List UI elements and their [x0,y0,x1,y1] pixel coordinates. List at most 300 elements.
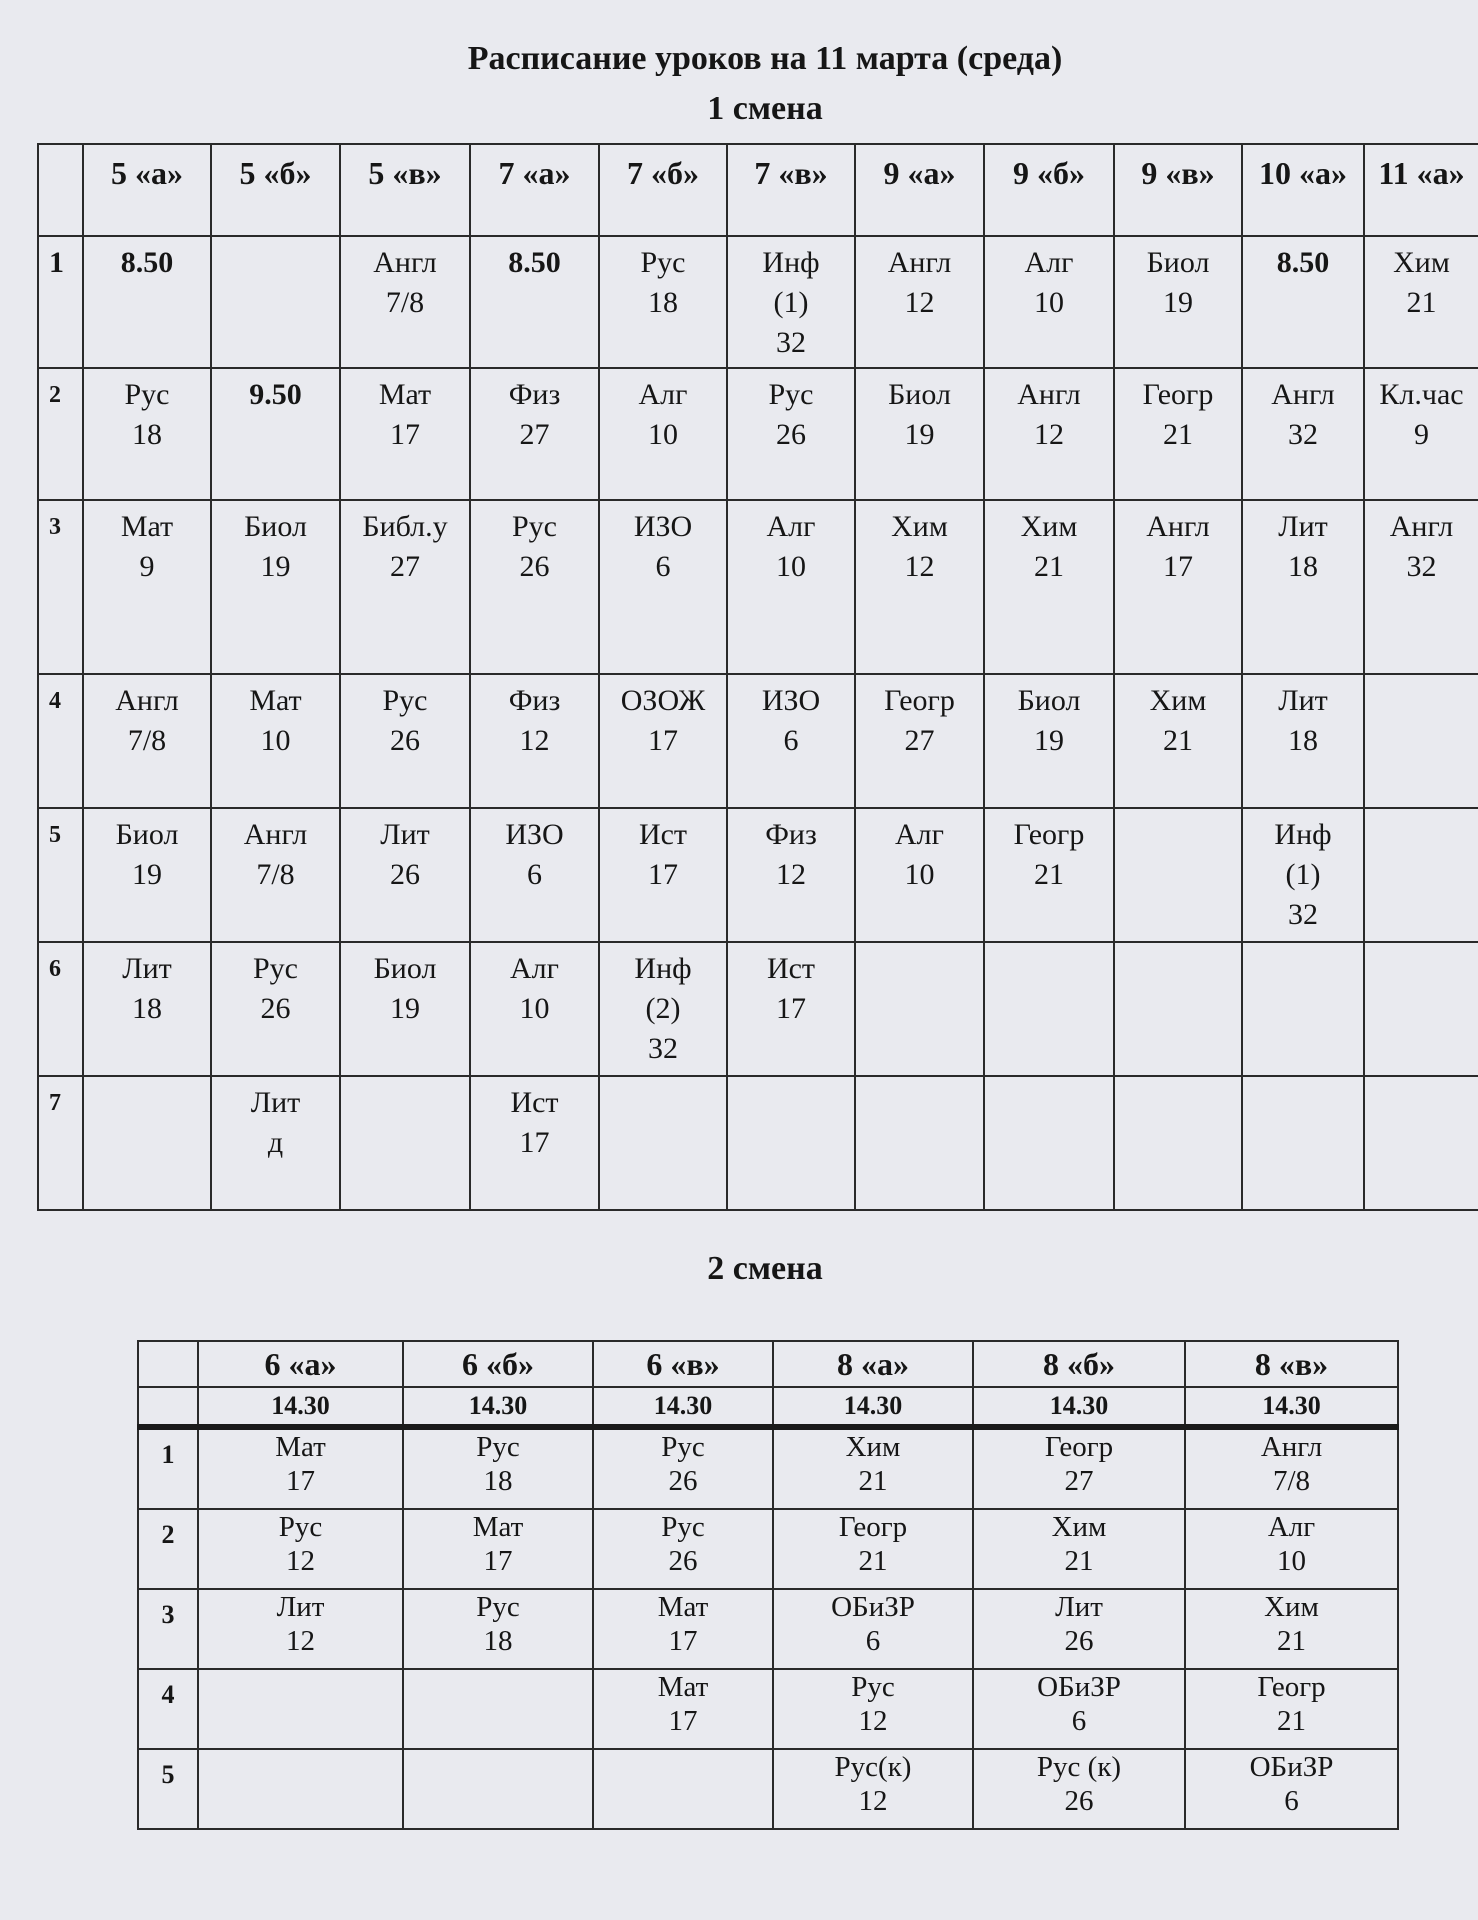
lesson-cell [727,808,855,942]
cell-line: 6 [865,1625,881,1657]
cell-line: Лит [1278,510,1328,543]
cell-line: 6 [1071,1705,1087,1737]
cell-line: 21 [1406,286,1437,319]
lesson-cell [211,674,340,808]
cell-line: 19 [132,858,162,891]
cell-line: Биол [244,510,307,543]
cell-line: 6 [655,550,671,583]
lesson-cell [1185,1427,1398,1509]
start-time: 14.30 [1185,1387,1398,1427]
lesson-number: 3 [138,1589,198,1669]
lesson-cell [727,236,855,368]
shift2-label: 2 смена [707,1250,823,1287]
cell-line: 12 [904,550,935,583]
cell-line: Хим [845,1431,901,1463]
lesson-cell [211,808,340,942]
cell-line: 17 [776,992,806,1025]
lesson-number: 5 [138,1749,198,1829]
cell-line: Рус [476,1591,520,1623]
lesson-cell [198,1749,403,1829]
lesson-cell [727,942,855,1076]
page-title: Расписание уроков на 11 марта (среда) [467,40,1063,77]
lesson-cell [1364,368,1478,500]
lesson-cell [1242,1076,1364,1210]
lesson-number: 1 [38,236,83,368]
shift1-label: 1 смена [707,90,823,127]
lesson-row [138,1427,1398,1509]
lesson-cell [593,1509,773,1589]
class-header: 8 «б» [973,1341,1185,1387]
lesson-cell [83,808,211,942]
cell-line: 9.50 [249,378,302,411]
cell-line: Англ [1389,510,1454,543]
cell-line: 6 [527,858,542,891]
start-time: 14.30 [403,1387,593,1427]
start-time: 14.30 [773,1387,973,1427]
cell-line: Англ [1146,510,1210,543]
lesson-cell [211,500,340,674]
lesson-cell [1364,1076,1478,1210]
cell-line: Хим [1020,510,1078,543]
lesson-cell [211,942,340,1076]
lesson-cell [1364,236,1478,368]
cell-line: 19 [904,418,935,451]
lesson-cell [198,1669,403,1749]
cell-line: 32 [1288,418,1318,451]
cell-line: Мат [120,510,174,543]
cell-line: Геогр [884,684,955,717]
cell-line: 17 [648,858,678,891]
lesson-cell [1364,808,1478,942]
lesson-cell [984,942,1114,1076]
lesson-cell [198,1427,403,1509]
class-header: 5 «б» [211,144,340,236]
cell-line: Инф [762,246,820,279]
lesson-cell [211,236,340,368]
class-header: 9 «б» [984,144,1114,236]
cell-line: Геогр [1142,378,1214,411]
lesson-number: 4 [38,674,83,808]
cell-line: Рус [768,378,814,411]
lesson-cell [984,674,1114,808]
lesson-number: 2 [138,1509,198,1589]
lesson-cell [984,236,1114,368]
lesson-cell [198,1589,403,1669]
cell-line: 10 [1277,1545,1306,1577]
lesson-cell [340,1076,470,1210]
lesson-number: 3 [38,500,83,674]
lesson-cell [1364,942,1478,1076]
cell-line: Хим [1264,1591,1319,1623]
cell-line: 12 [904,286,935,319]
start-time: 14.30 [198,1387,403,1427]
lesson-row [38,368,1478,500]
cell-line: Алг [895,818,944,851]
lesson-cell [1114,236,1242,368]
cell-line: Хим [1051,1511,1107,1543]
lesson-cell [855,674,984,808]
cell-line: Лит [380,818,430,851]
cell-line: 27 [519,418,550,451]
lesson-number: 5 [38,808,83,942]
cell-line: 7/8 [1272,1465,1311,1497]
lesson-cell [973,1669,1185,1749]
lesson-cell [403,1589,593,1669]
cell-line: 10 [260,724,291,757]
cell-line: 8.50 [1276,246,1330,279]
cell-line: 6 [1284,1785,1299,1817]
lesson-number: 1 [138,1427,198,1509]
cell-line: 9 [1414,418,1429,451]
lesson-cell [727,1076,855,1210]
lesson-cell [470,236,599,368]
lesson-cell [83,674,211,808]
cell-line: ОБиЗР [1037,1671,1121,1703]
cell-line: Лит [1278,684,1328,717]
lesson-cell [984,368,1114,500]
lesson-number: 7 [38,1076,83,1210]
lesson-cell [340,500,470,674]
cell-line: Геогр [1013,818,1085,851]
cell-line: 12 [858,1705,888,1737]
cell-line: Англ [373,246,437,279]
cell-line: 27 [1064,1465,1094,1497]
cell-line: Кл.час [1379,378,1464,411]
cell-line: Рус [661,1511,705,1543]
cell-line: 7/8 [256,858,295,891]
cell-line: 21 [858,1545,888,1577]
lesson-cell [1242,500,1364,674]
cell-line: 26 [260,992,291,1025]
shift2-table [137,1340,1399,1830]
class-header: 5 «в» [340,144,470,236]
lesson-cell [198,1509,403,1589]
start-time: 14.30 [973,1387,1185,1427]
class-header: 10 «а» [1242,144,1364,236]
lesson-cell [855,236,984,368]
cell-line: 19 [260,550,291,583]
shift2-corner-cell [138,1341,198,1387]
shift2-header-row [138,1341,1398,1387]
lesson-cell [83,1076,211,1210]
cell-line: Мат [378,378,432,411]
cell-line: 10 [519,992,550,1025]
cell-line: 18 [648,286,678,319]
lesson-cell [1114,808,1242,942]
lesson-cell [599,942,727,1076]
cell-line: Хим [1149,684,1207,717]
cell-line: Рус [640,246,686,279]
cell-line: 18 [483,1465,513,1497]
cell-line: 32 [1288,898,1318,931]
lesson-cell [1185,1589,1398,1669]
lesson-cell [1242,942,1364,1076]
cell-line: Алг [638,378,688,411]
lesson-cell [773,1509,973,1589]
lesson-number: 2 [38,368,83,500]
class-header: 6 «б» [403,1341,593,1387]
lesson-number: 4 [138,1669,198,1749]
lesson-cell [1242,808,1364,942]
lesson-cell [340,808,470,942]
class-header: 8 «в» [1185,1341,1398,1387]
lesson-cell [403,1509,593,1589]
cell-line: 19 [1163,286,1193,319]
cell-line: ОБиЗР [1249,1751,1334,1783]
lesson-row [38,236,1478,368]
cell-line: Хим [1393,246,1450,279]
cell-line: 26 [668,1465,698,1497]
cell-line: Библ.у [362,510,448,543]
cell-line: 17 [1163,550,1193,583]
cell-line: 10 [904,858,935,891]
class-header: 9 «в» [1114,144,1242,236]
cell-line: 12 [858,1785,888,1817]
cell-line: Рус [851,1671,895,1703]
cell-line: Хим [891,510,948,543]
lesson-cell [599,368,727,500]
cell-line: ОБиЗР [831,1591,915,1623]
cell-line: 10 [1034,286,1064,319]
lesson-cell [599,500,727,674]
cell-line: 21 [1277,1625,1306,1657]
shift2-times-row [138,1387,1398,1427]
cell-line: 18 [132,418,162,451]
lesson-cell [773,1749,973,1829]
cell-line: Англ [243,818,308,851]
cell-line: 17 [286,1465,315,1497]
lesson-cell [470,368,599,500]
cell-line: Англ [115,684,179,717]
lesson-row [138,1589,1398,1669]
shift1-corner-cell [38,144,83,236]
lesson-cell [973,1749,1185,1829]
lesson-cell [340,674,470,808]
cell-line: 17 [390,418,420,451]
cell-line: 21 [858,1465,888,1497]
cell-line: 12 [776,858,806,891]
cell-line: Рус (к) [1036,1751,1122,1783]
class-header: 7 «в» [727,144,855,236]
cell-line: 21 [1163,724,1193,757]
cell-line: (1) [1285,858,1321,891]
cell-line: Биол [1017,684,1081,717]
cell-line: 12 [1034,418,1064,451]
cell-line: Биол [888,378,951,411]
cell-line: Англ [1017,378,1081,411]
lesson-cell [855,368,984,500]
lesson-cell [470,674,599,808]
lesson-cell [855,500,984,674]
cell-line: Мат [249,684,302,717]
cell-line: Ист [638,818,688,851]
cell-line: Биол [115,818,179,851]
cell-line: Англ [1260,1431,1323,1463]
lesson-cell [83,368,211,500]
lesson-cell [593,1749,773,1829]
cell-line: 12 [519,724,550,757]
cell-line: 18 [132,992,162,1025]
class-header: 6 «в» [593,1341,773,1387]
cell-line: 18 [1288,724,1318,757]
cell-line: Мат [657,1671,709,1703]
lesson-cell [973,1589,1185,1669]
cell-line: Геогр [1044,1431,1114,1463]
cell-line: 6 [783,724,799,757]
lesson-cell [340,236,470,368]
lesson-cell [599,674,727,808]
lesson-cell [403,1749,593,1829]
lesson-cell [1242,674,1364,808]
shift1-header-row [38,144,1478,236]
cell-line: ИЗО [505,818,564,851]
lesson-cell [593,1427,773,1509]
lesson-cell [593,1669,773,1749]
cell-line: 21 [1163,418,1193,451]
cell-line: Англ [887,246,952,279]
cell-line: 21 [1034,858,1064,891]
lesson-cell [773,1669,973,1749]
lesson-cell [1185,1749,1398,1829]
cell-line: 26 [668,1545,698,1577]
cell-line: Лит [276,1591,325,1623]
cell-line: 21 [1034,550,1064,583]
cell-line: Инф [1274,818,1332,851]
cell-line: 32 [776,326,806,359]
cell-line: 26 [390,858,420,891]
cell-line: 27 [390,550,420,583]
lesson-cell [340,368,470,500]
cell-line: Алг [510,952,559,985]
lesson-cell [83,942,211,1076]
lesson-cell [83,500,211,674]
cell-line: ИЗО [761,684,821,717]
lesson-cell [1114,1076,1242,1210]
cell-line: Физ [508,684,561,717]
cell-line: 32 [1406,550,1437,583]
lesson-row [138,1509,1398,1589]
class-header: 7 «б» [599,144,727,236]
cell-line: Геогр [838,1511,908,1543]
lesson-cell [599,1076,727,1210]
lesson-cell [1364,674,1478,808]
cell-line: 17 [519,1126,550,1159]
cell-line: 18 [483,1625,513,1657]
lesson-cell [973,1509,1185,1589]
lesson-row [38,500,1478,674]
lesson-cell [599,236,727,368]
cell-line: 10 [776,550,806,583]
shift1-table [37,143,1478,1211]
lesson-row [38,808,1478,942]
cell-line: 32 [648,1032,678,1065]
cell-line: ОЗОЖ [620,684,706,717]
lesson-cell [1185,1669,1398,1749]
lesson-cell [593,1589,773,1669]
class-header: 9 «а» [855,144,984,236]
cell-line: Алг [766,510,816,543]
cell-line: Геогр [1257,1671,1326,1703]
cell-line: 8.50 [120,246,174,279]
cell-line: 19 [1034,724,1064,757]
lesson-cell [470,942,599,1076]
lesson-cell [1242,368,1364,500]
lesson-cell [1114,368,1242,500]
lesson-cell [470,1076,599,1210]
cell-line: Биол [373,952,437,985]
class-header: 7 «а» [470,144,599,236]
cell-line: 17 [668,1705,698,1737]
lesson-row [38,942,1478,1076]
cell-line: Рус [253,952,298,985]
cell-line: Лит [1055,1591,1103,1623]
lesson-cell [340,942,470,1076]
lesson-cell [773,1427,973,1509]
lesson-cell [855,808,984,942]
cell-line: Ист [766,952,816,985]
start-time: 14.30 [593,1387,773,1427]
cell-line: 21 [1064,1545,1094,1577]
cell-line: 7/8 [127,724,167,757]
cell-line: Рус [512,510,557,543]
lesson-cell [211,368,340,500]
cell-line: Алг [1267,1511,1316,1543]
cell-line: Рус [124,378,170,411]
class-header: 11 «а» [1364,144,1478,236]
cell-line: Инф [634,952,692,985]
cell-line: д [267,1126,284,1159]
cell-line: Рус(к) [834,1751,912,1783]
cell-line: 10 [648,418,678,451]
lesson-row [38,1076,1478,1210]
lesson-cell [211,1076,340,1210]
lesson-cell [1114,674,1242,808]
cell-line: Мат [275,1431,326,1463]
lesson-cell [984,808,1114,942]
lesson-cell [727,674,855,808]
cell-line: 17 [668,1625,698,1657]
cell-line: Лит [122,952,172,985]
lesson-cell [1364,500,1478,674]
cell-line: 26 [519,550,550,583]
lesson-cell [1114,500,1242,674]
cell-line: Ист [510,1086,559,1119]
cell-line: 27 [904,724,935,757]
cell-line: 12 [286,1545,315,1577]
cell-line: Рус [661,1431,705,1463]
cell-line: Биол [1146,246,1210,279]
cell-line: 26 [1064,1625,1094,1657]
cell-line: Мат [657,1591,709,1623]
cell-line: Рус [382,684,428,717]
lesson-cell [403,1669,593,1749]
cell-line: Рус [476,1431,520,1463]
class-header: 6 «а» [198,1341,403,1387]
cell-line: (1) [773,286,809,319]
cell-line: 17 [483,1545,513,1577]
lesson-cell [1242,236,1364,368]
cell-line: ИЗО [633,510,693,543]
cell-line: 21 [1277,1705,1306,1737]
class-header: 5 «а» [83,144,211,236]
lesson-cell [973,1427,1185,1509]
cell-line: 12 [286,1625,315,1657]
shift2-corner-time-cell [138,1387,198,1427]
lesson-row [138,1669,1398,1749]
cell-line: Физ [765,818,817,851]
lesson-row [38,674,1478,808]
lesson-cell [984,1076,1114,1210]
